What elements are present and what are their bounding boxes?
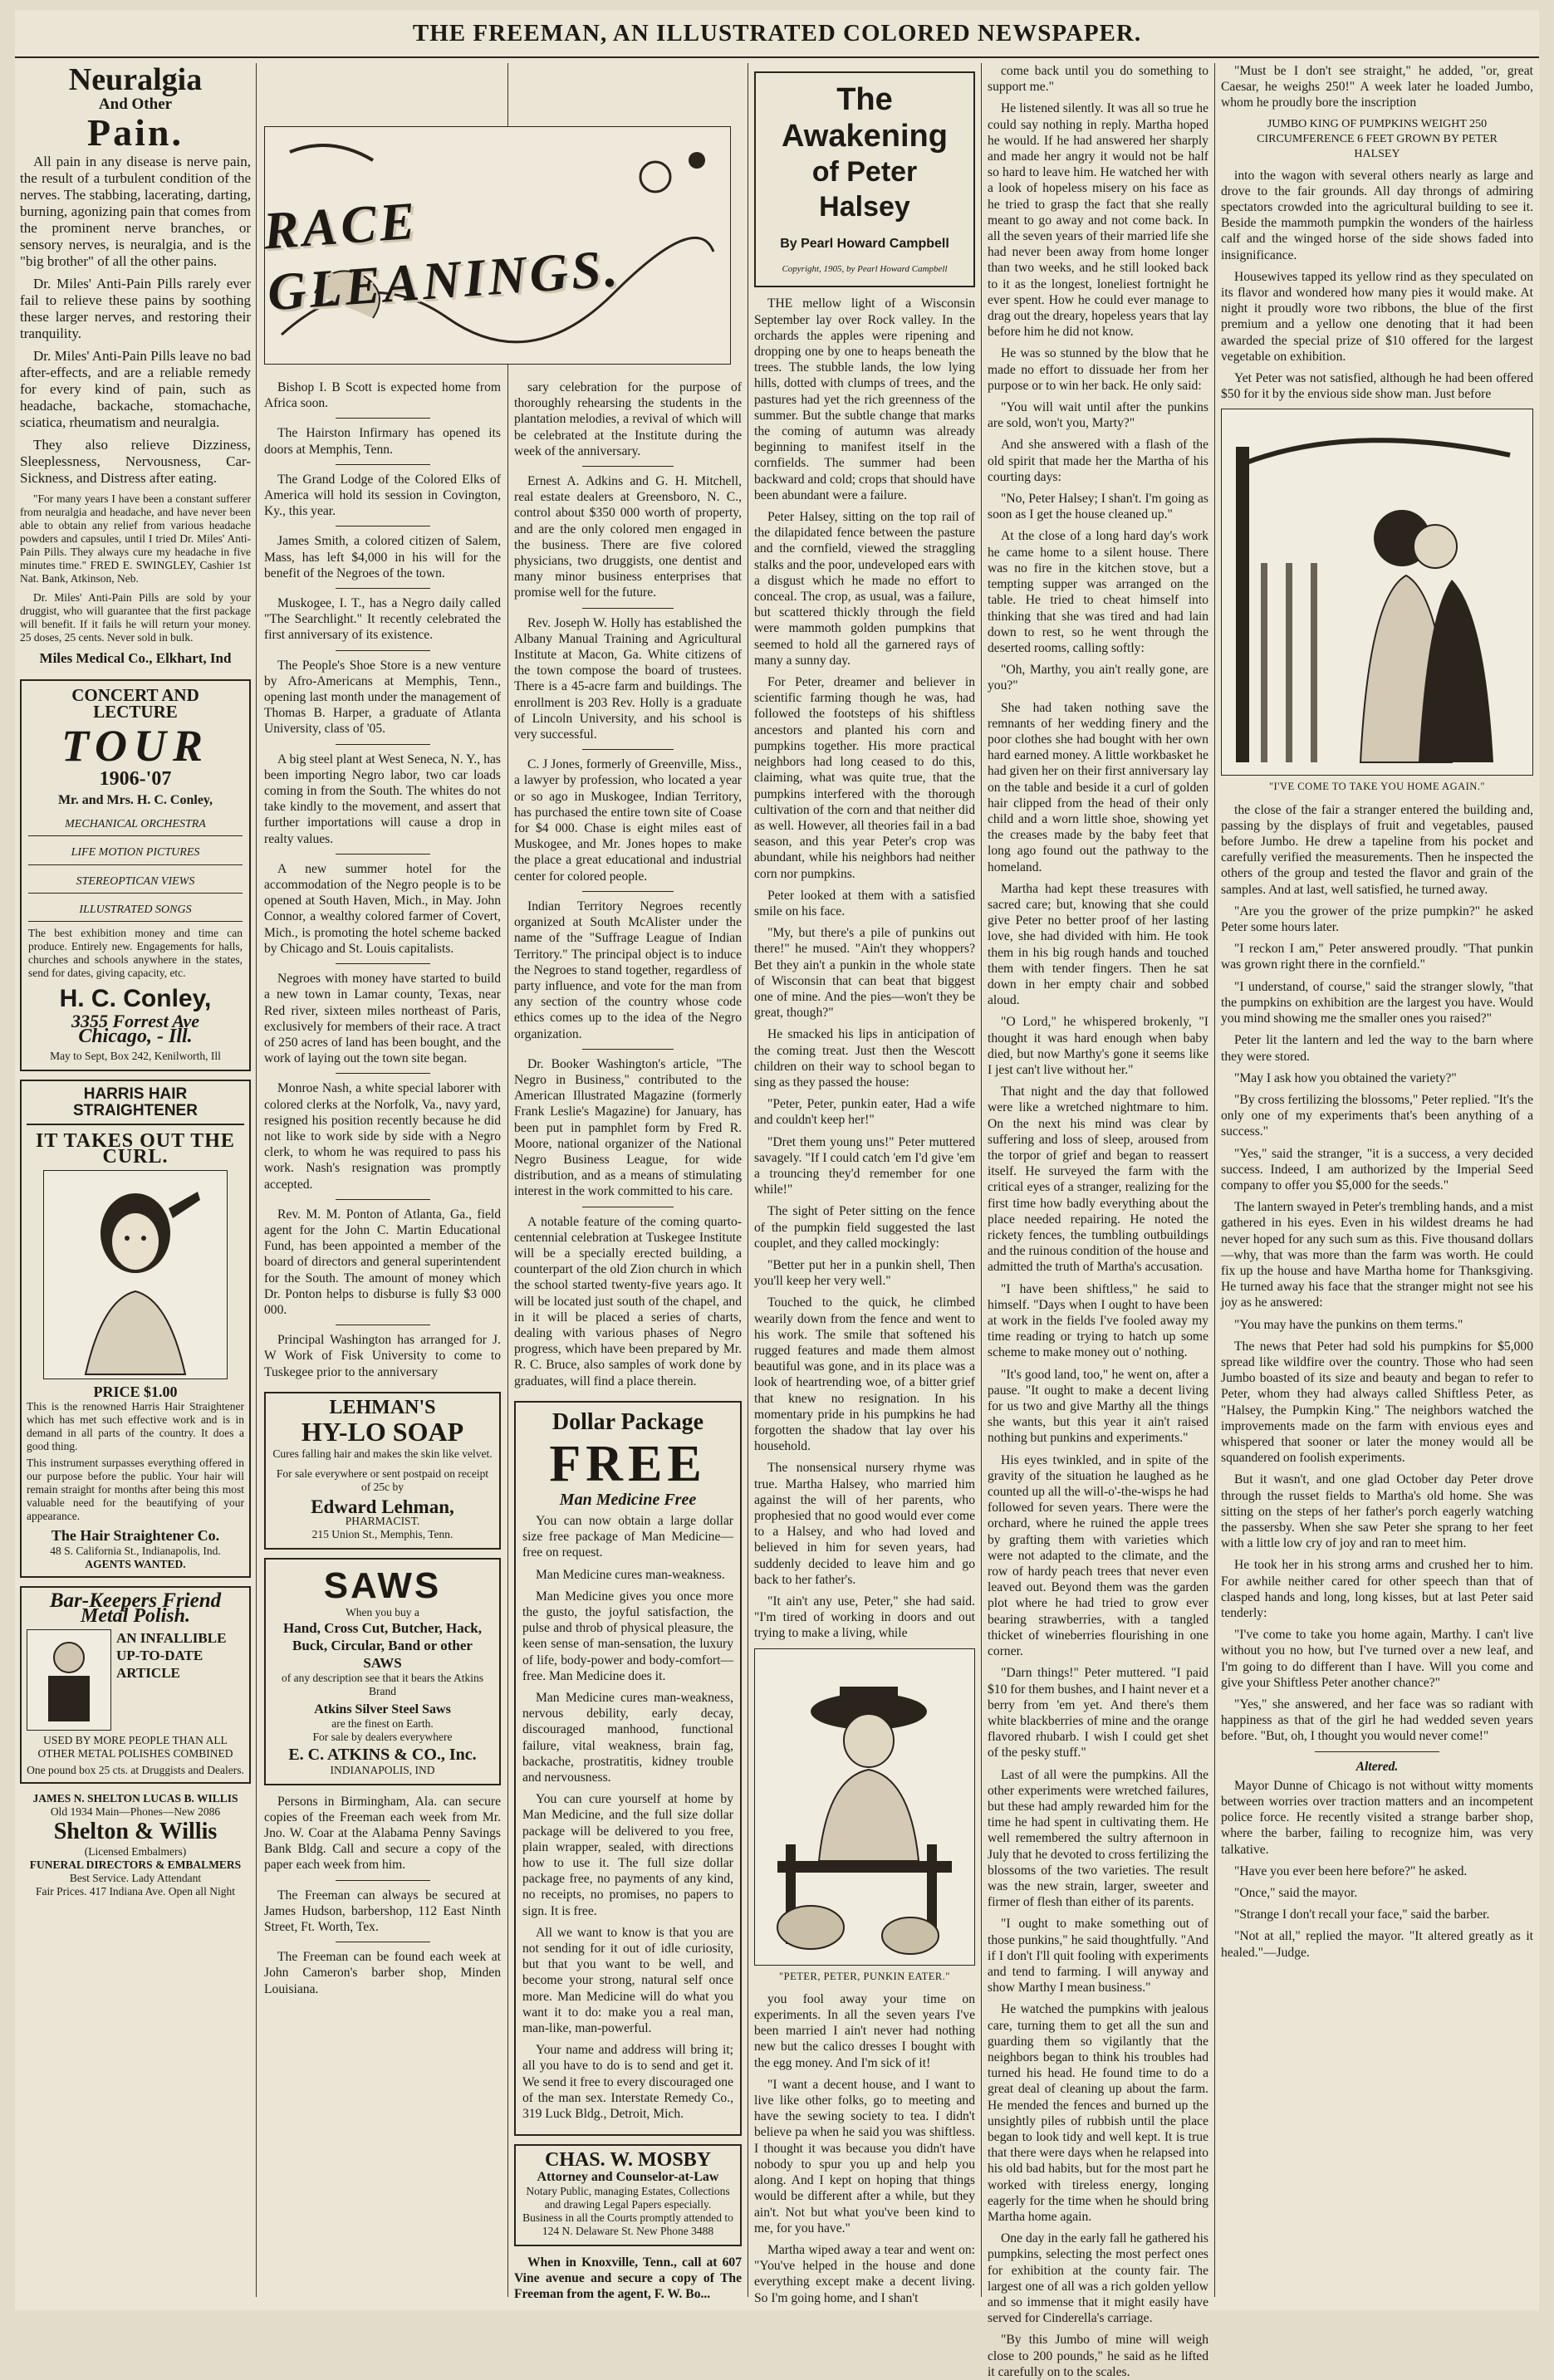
news-item: A notable feature of the coming quarto-centennial celebration at Tuskegee Institute will be a specially erected building, a counterpart of the old Zion church in which the school started twenty-five years ago. It will be located just south of the chapel, and in it will be placed a series of charts, dealing with various phases of Negro progress, which have been prepared by Mr. R. C. Bruce, also samples of work done by graduates, will find a place therein.: [514, 1214, 742, 1388]
ad-sale: For sale by dealers everywhere: [312, 1731, 453, 1744]
news-item: The Hairston Infirmary has opened its doors at Memphis, Tenn.: [264, 426, 501, 457]
ad-paragraph: Your name and address will bring it; all you have to do is to send and get it. We send it free to every discouraged one of the man sex. Interstate Remedy Co., 319 Luck Bldg., Detroit, Mich.: [522, 2043, 733, 2122]
ad-desc: Notary Public, managing Estates, Collections and drawing Legal Papers especially.: [526, 2184, 730, 2211]
pumpkin-inscription: JUMBO KING OF PUMPKINS WEIGHT 250 CIRCUMFERENCE 6 FEET GROWN BY PETER HALSEY: [1257, 117, 1498, 160]
bartender-illustration: [27, 1629, 111, 1731]
story-byline: By Pearl Howard Campbell: [780, 237, 949, 251]
divider: [336, 650, 430, 651]
couple-icon: [1228, 414, 1527, 771]
divider: [336, 464, 430, 465]
story-paragraph: Peter looked at them with a satisfied smile on his face.: [754, 888, 975, 918]
story-paragraph: The lantern swayed in Peter's trembling hands, and a mist gathered in his eyes. Even in his wildest dreams he had never hoped for any such sum as this. Five thousand dollars—why, that was more than the farm was worth. He could fix up the house and have Martha home for Thanksgiving. He turned away his face that the stranger might not see his joy as he answered:: [1221, 1200, 1533, 1310]
couple-illustration: [1221, 409, 1533, 776]
column-4: [754, 63, 975, 2305]
story-paragraph: "Yes," said the stranger, "it is a success, a very decided success. Indeed, I am authorized by the Imperial Seed company to offer you $5,000 for the seeds.": [1221, 1146, 1533, 1192]
ad-names: JAMES N. SHELTON LUCAS B. WILLIS: [32, 1792, 238, 1805]
story-paragraph: Housewives tapped its yellow rind as they speculated on its flavor and wondered how many pies it would make. At night it proudly wore two ribbons, the blue of the first premium and a yellow one denoting that it had been awarded the special prize of $10 offered for the largest vegetable on exhibition.: [1221, 269, 1533, 364]
ad-season: May to Sept, Box 242, Kenilworth, Ill: [50, 1050, 221, 1063]
illustration-caption: "I'VE COME TO TAKE YOU HOME AGAIN.": [1268, 781, 1486, 793]
story-paragraph: "Yes," she answered, and her face was so radiant with happiness as that of the girl he had wedded seven years before. "But, oh, I thought you would never come!": [1221, 1697, 1533, 1744]
story-paragraph: "Must be I don't see straight," he added, "or, great Caesar, he weighs 250!" A week later he loaded Jumbo, whom he proudly bore the inscription: [1221, 64, 1533, 110]
story-paragraph: And she answered with a flash of the old spirit that made her the Martha of his courting days:: [988, 438, 1208, 484]
ad-title: LEHMAN'S: [329, 1396, 436, 1418]
divider: [336, 854, 430, 855]
story-paragraph: "It's good land, too," he went on, after a pause. "It ought to make a decent living for us two and give Marthy all the things she wants, but this year it ain't raised nothing but punkins and experiments.": [988, 1367, 1208, 1446]
harris-ad: [20, 1080, 251, 1577]
ad-line: CONCERT AND LECTURE: [71, 685, 199, 722]
ad-company: E. C. ATKINS & CO., Inc.: [288, 1746, 477, 1765]
ad-price: PRICE $1.00: [93, 1383, 178, 1401]
story-paragraph: His eyes twinkled, and in spite of the gravity of the situation he laughed as he counted up all the will-o'-the-wisps he had followed for seven years. There were the orchard, where he ruined the apple trees by grafting them with varieties which were not adapted to the climate, and the row of hardy peach trees that never even leaved out. Beyond them was the garden plot where he had tried to grow ever bearing strawberries, with a tangled thicket of wineberries flourishing in one corner.: [988, 1452, 1208, 1659]
bartender-icon: [27, 1634, 110, 1726]
story-paragraphs: [754, 296, 975, 1641]
ad-slogan: AN INFALLIBLE UP-TO-DATE ARTICLE: [116, 1630, 227, 1682]
ad-title: SAWS: [323, 1565, 442, 1607]
section-title: Altered.: [1355, 1759, 1399, 1774]
story-title-box: [754, 71, 975, 287]
ad-service: Best Service. Lady Attendant: [69, 1872, 202, 1885]
ad-paragraph: Man Medicine cures man-weakness, nervous debility, early decay, discouraged manhood, functional failure, vital weakness, brain fag, backache, prostratitis, kidney trouble and nervousness.: [522, 1691, 733, 1785]
ad-line: Mr. and Mrs. H. C. Conley,: [57, 793, 213, 808]
divider: [336, 1199, 430, 1200]
story-paragraph: into the wagon with several others nearly as large and drove to the fair grounds. All day throngs of admiring spectators crowded into the agricultural building to see it. Beside the mammoth pumpkin the wonders of the hairless calf and the winged horse of the side shows faded into insignificance.: [1221, 168, 1533, 262]
column-2: [264, 380, 501, 2298]
story-paragraph: "Peter, Peter, punkin eater, Had a wife and couldn't keep her!": [754, 1097, 975, 1128]
altered-paragraph: "Strange I don't recall your face," said the barber.: [1234, 1907, 1490, 1922]
story-paragraph: "Are you the grower of the prize pumpkin?" he asked Peter some hours later.: [1221, 904, 1533, 935]
banner-title: RACE GLEANINGS.: [261, 190, 623, 321]
story-paragraph: Martha had kept these treasures with sacred care; but, knowing that she could give Peter no better proof of her lasting love, she had divided with him. He took them in his big rough hands and touched them with tender fingers. Then he sat down in her empty chair and sobbed aloud.: [988, 881, 1208, 1008]
altered-paragraph: "Have you ever been here before?" he asked.: [1234, 1863, 1468, 1878]
ad-city: INDIANAPOLIS, IND: [330, 1763, 435, 1776]
ad-paragraph: Dr. Miles' Anti-Pain Pills leave no bad after-effects, and are a reliable remedy for every kind of pain, such as headache, backache, stomachache, sciatica, rheumatism and neuralgia.: [20, 348, 251, 431]
ad-title: Shelton & Willis: [53, 1819, 218, 1845]
story-paragraph: Peter Halsey, sitting on the top rail of the dilapidated fence between the pasture and the cornfield, viewed the straggling stalks and the poor, undeveloped ears with a disgust which he made no effort to conceal. The crop, as usual, was a failure, but scattered thickly through the field were mammoth golden pumpkins that seemed to hold all the garnered rays of many a sunny day.: [754, 510, 975, 668]
news-item: Negroes with money have started to build a new town in Lamar county, Texas, near Red river, sixteen miles northeast of Paris, exclusively for members of their race. A tract of 250 acres of land has been bought, and the work of laying out the town site began.: [264, 972, 501, 1066]
story-title: The Awakening: [782, 82, 948, 154]
story-paragraph: "I want a decent house, and I want to live like other folks, go to meeting and have the sewing society to tea. I didn't believe pa when he said you was shiftless. I thought it was because you didn't have nobody to spur you up and help you along. And I kept on hoping that things would be different after a while, but they ain't. Not but what you've been kind to me, for you have.": [754, 2077, 975, 2236]
story-paragraph: For Peter, dreamer and believer in scientific farming though he was, had followed the footsteps of his shiftless ancestors and planted his corn and pumpkins together. His more practical neighbors had long ceased to do this, claiming, what was quite true, that the pumpkins interfered with the thorough cultivation of the corn and that neither did as well. However, all theories fail in a bad season, and this year Peter's crop was abundant, while his neighbors had neither corn nor pumpkins.: [754, 675, 975, 881]
race-gleanings-list: [264, 380, 501, 1380]
column-rule: [256, 63, 257, 2297]
story-paragraph: Last of all were the pumpkins. All the other experiments were wretched failures, but these had amply rewarded him for the time he had spent in cultivating them. He well remembered the sultry afternoon in July that he devoted to cross fertilizing the blossoms of the two varieties. The result was the new strain, larger, sweeter and firmer of flesh than either of its parents.: [988, 1767, 1208, 1910]
ad-line: LIFE MOTION PICTURES: [28, 836, 243, 864]
news-item: A new summer hotel for the accommodation of the Negro people is to be opened at South Haven, Mich., in May. John Connor, a wealthy colored farmer of Covert, Mich., is promoting the hotel scheme backed by Chicago and St. Louis capitalists.: [264, 861, 501, 956]
news-item: sary celebration for the purpose of thoroughly rehearsing the students in the plantation melodies, a revival of which will be celebrated at the Institute during the week of the anniversary.: [514, 380, 742, 458]
ad-desc: Cures falling hair and makes the skin like velvet.: [272, 1447, 493, 1460]
ad-desc: The best exhibition money and time can produce. Entirely new. Engagements for halls, churches and schools anywhere in the states, send for dates, giving capacity, etc.: [28, 927, 243, 980]
divider: [336, 588, 430, 589]
race-gleanings-banner: [261, 126, 731, 365]
lehman-ad: [264, 1392, 501, 1550]
story-paragraph: Martha wiped away a tear and went on: "You've helped in the house and done everything except make a decent living. So I'm going home, and I shan't: [754, 2242, 975, 2305]
ad-title: TOUR: [61, 720, 210, 771]
ad-title: Pain.: [87, 111, 184, 154]
ad-title: Bar-Keepers Friend: [49, 1589, 222, 1612]
story-paragraph: "I understand, of course," said the stranger slowly, "that the pumpkins on exhibition are the largest you have. Would you mind showing me the smaller ones you raised?": [1221, 979, 1533, 1026]
ad-company: The Hair Straightener Co.: [51, 1527, 220, 1545]
ad-kinds: Hand, Cross Cut, Butcher, Hack, Buck, Circular, Band or other SAWS: [283, 1620, 482, 1672]
story-paragraph: come back until you do something to support me.": [988, 64, 1208, 95]
ad-paragraph: Man Medicine cures man-weakness.: [536, 1567, 725, 1582]
column-6: [1221, 63, 1533, 2297]
saws-ad: [264, 1558, 501, 1785]
ad-finest: are the finest on Earth.: [331, 1717, 434, 1731]
ad-agents: AGENTS WANTED.: [85, 1557, 186, 1570]
news-item: C. J Jones, formerly of Greenville, Miss., a lawyer by profession, who located a year or so ago in Muskogee, Indian Territory, has purchased the entire town site of Coase for $4 000. Chase is eight miles east of Muskogee, and Mr. Jones hopes to make the place a great educational and industrial center for colored people.: [514, 757, 742, 884]
divider: [336, 744, 430, 745]
woman-icon: [52, 1175, 218, 1374]
altered-paragraph: "Once," said the mayor.: [1234, 1886, 1358, 1901]
story-paragraph: "May I ask how you obtained the variety?": [1234, 1070, 1457, 1085]
story-paragraph: "Oh, Marthy, you ain't really gone, are you?": [988, 663, 1208, 693]
story-paragraphs: [1221, 802, 1533, 1745]
ad-subtitle: And Other: [98, 95, 173, 113]
story-paragraph: One day in the early fall he gathered his pumpkins, selecting the most perfect ones for exhibition at the county fair. The largest one of all was a rich golden yellow and so immense that it might easily have served for Cinderella's carriage.: [988, 2231, 1208, 2326]
masthead: THE FREEMAN, AN ILLUSTRATED COLORED NEWSPAPER.: [15, 10, 1539, 58]
divider: [582, 1049, 674, 1050]
story-paragraph: He took her in his strong arms and crushed her to him. For awhile neither cared for other speech than that of clasped hands and long, long kisses, but at last Peter said tenderly:: [1221, 1558, 1533, 1620]
story-paragraph: "No, Peter Halsey; I shan't. I'm going as soon as I get the house cleaned up.": [988, 492, 1208, 522]
ad-city: Chicago, - Ill.: [78, 1026, 193, 1048]
story-paragraph: She had taken nothing save the remnants of her wedding finery and the poor clothes she had bought with her own hard earned money. A little workbasket he had given her on their first anniversary lay on the table and beside it a curl of golden hair clipped from the head of their only child and a worn little shoe, showing yet the creases made by the baby feet that long ago found out the pathway to the homeland.: [988, 700, 1208, 874]
story-paragraph: The nonsensical nursery rhyme was true. Martha Halsey, who married him against the will of her parents, who prophesied that no good would ever come to a Halsey, and who had loved and believed in him for seven years, had suddenly decided to leave him and go back to her father's.: [754, 1461, 975, 1587]
story-paragraph: "By this Jumbo of mine will weigh close to 200 pounds," he said as he lifted it carefully on to the scales.: [988, 2333, 1208, 2379]
story-paragraph: The sight of Peter sitting on the fence of the pumpkin field suggested the last couplet, and they called mockingly:: [754, 1204, 975, 1251]
column-rule: [981, 63, 982, 2297]
ad-paragraph: Man Medicine gives you once more the gusto, the joyful satisfaction, the pulse and throb of physical pleasure, the keen sense of man-sensation, the luxury of life, body-power and body-comfort—free. Man Medicine does it.: [522, 1589, 733, 1683]
shelton-ad: [20, 1792, 251, 1898]
story-paragraph: "I reckon I am," Peter answered proudly. "That punkin was grown right there in the cornfield.": [1221, 942, 1533, 972]
ad-sale: For sale everywhere or sent postpaid on receipt of 25c by: [276, 1467, 489, 1493]
concert-ad: [20, 679, 251, 1071]
divider: [1315, 1751, 1439, 1752]
divider: [336, 1073, 430, 1074]
divider: [582, 749, 674, 750]
column-rule: [1214, 63, 1215, 2297]
story-paragraph: "I've come to take you home again, Marthy. I can't live without you no how, but I've turned over a new leaf, and I'm going to do different than I have. Will you come and give your Shiftless Peter another chance?": [1221, 1628, 1533, 1690]
story-title: of Peter Halsey: [811, 156, 918, 223]
story-copyright: Copyright, 1905, by Pearl Howard Campbell: [782, 264, 948, 275]
ad-address: 48 S. California St., Indianapolis, Ind.: [50, 1544, 221, 1557]
ad-address: 124 N. Delaware St. New Phone 3488: [542, 2224, 714, 2237]
ad-licensed: (Licensed Embalmers): [84, 1845, 187, 1858]
ad-name: CHAS. W. MOSBY: [544, 2149, 712, 2172]
ad-paragraph: Dr. Miles' Anti-Pain Pills rarely ever fail to relieve these pains by soothing these larger nerves, and restoring their tranquility.: [20, 276, 251, 342]
story-paragraph: But it wasn't, and one glad October day Peter drove through the russet fields to Martha's old home. She was sitting on the steps of her father's porch eagerly watching the passersby. When she saw Peter she sprang to her feet with a little low cry of joy and ran to meet him.: [1221, 1472, 1533, 1551]
column-1: [20, 63, 251, 2297]
story-paragraph: THE mellow light of a Wisconsin September lay over Rock valley. In the orchards the apples were ripening and dropping one by one to heaps beneath the trees. The stubble lands, the low lying hills, dotted with clumps of trees, and the pastures had yet the rich greenness of the summer. But the subtle change that marks the coming of autumn was already beginning to manifest itself in the cornfields. The summer had been backward and cold; crops that should have been abundant were a failure.: [754, 296, 975, 502]
story-paragraph: "I ought to make something out of those punkins," he said thoughtfully. "And if I don't I'll quit fooling with experiments and tend to farming. I will anyway and show Marthy I mean business.": [988, 1917, 1208, 1996]
story-paragraph: Peter lit the lantern and led the way to the barn where they were stored.: [1221, 1033, 1533, 1064]
news-item: Muskogee, I. T., has a Negro daily called "The Searchlight." It recently celebrated the first anniversary of its existence.: [264, 596, 501, 643]
news-item: Rev. M. M. Ponton of Atlanta, Ga., field agent for the John C. Martin Educational Fund, has been appointed a member of the board of directors and general superintendent for the South. The amount of money which Dr. Ponton helps to disburse is fully $3 000 000.: [264, 1207, 501, 1317]
news-items: [514, 380, 742, 1389]
story-paragraph: "Darn things!" Peter muttered. "I paid $10 for them bushes, and I haint never et a berry from 'em yet. And there's them white blackberries of mine and the orange flavored rhubarb. I wish I could get shet of the pesky stuff.": [988, 1666, 1208, 1761]
story-paragraph: "By cross fertilizing the blossoms," Peter replied. "It's the only one of my experiments that's been anything of a success.": [1221, 1092, 1533, 1139]
ad-price: One pound box 25 cts. at Druggists and Dealers.: [27, 1764, 244, 1777]
story-paragraph: "It ain't any use, Peter," she had said. "I'm tired of working in doors and out trying to make a living, while: [754, 1594, 975, 1641]
ad-company: Miles Medical Co., Elkhart, Ind: [39, 650, 232, 667]
story-paragraph: He smacked his lips in anticipation of the coming treat. Just then the Wescott children on their way to school began to sing as they passed the house:: [754, 1027, 975, 1090]
ad-title: Attorney and Counselor-at-Law: [537, 2169, 719, 2184]
ad-line: ILLUSTRATED SONGS: [28, 894, 243, 922]
divider: [336, 963, 430, 964]
ad-line: MECHANICAL ORCHESTRA: [28, 813, 243, 836]
divider: [582, 608, 674, 609]
story-paragraph: the close of the fair a stranger entered the building and, passing by the displays of fruit and vegetables, paused before Jumbo. He drew a tapeline from his pocket and carefully verified the measurements. Then he inspected the others of the group and tested the flavor and grain of the samples. And at last, well satisfied, he turned away.: [1221, 802, 1533, 897]
ad-subtitle: Man Medicine Free: [559, 1490, 697, 1509]
news-item: Dr. Booker Washington's article, "The Negro in Business," contributed to the American Illustrated Magazine (formerly Frank Leslie's Magazine) for January, has been put in pamphlet form by Fred R. Moore, national organizer of the National Negro Business League, for wide distribution, and as a means of stimulating interest in the work committed to his care.: [514, 1056, 742, 1199]
ad-address: 3355 Forrest Ave: [71, 1011, 199, 1032]
news-item: Bishop I. B Scott is expected home from Africa soon.: [264, 380, 501, 411]
story-paragraph: "You will wait until after the punkins are sold, won't you, Marty?": [988, 400, 1208, 431]
story-paragraphs: [754, 1991, 975, 2306]
story-paragraph: Touched to the quick, he climbed wearily down from the fence and went to his work. The smile that softened his rugged features and made them almost beautiful was gone, and in its place was a look of heartrending woe, of a bitter grief that knew no resignation. In his momentary pride in his pumpkins he had forgotten the shadow that lay over his household.: [754, 1295, 975, 1454]
ad-title: HY-LO SOAP: [301, 1416, 464, 1447]
knoxville-notice: When in Knoxville, Tenn., call at 607 Vine avenue and secure a copy of The Freeman from the agent, F. W. Bo...: [514, 2255, 742, 2302]
divider: [336, 1880, 430, 1881]
news-item: The Grand Lodge of the Colored Elks of America will hold its session in Covington, Ky., this year.: [264, 472, 501, 519]
ad-title: Neuralgia: [68, 62, 203, 97]
ad-desc: This instrument surpasses everything offered in our purpose before the public. Your hair will remain straight for months after being this most valuable need for the beautifying of your appearance.: [27, 1457, 244, 1523]
peter-illustration: [754, 1648, 975, 1966]
news-item: Monroe Nash, a white special laborer with colored clerks at the Norfolk, Va., navy yard, resigned his position recently because he did not like to work side by side with a Negro clerk, to whom he was required to pass his work. Nash's resignation was promptly accepted.: [264, 1081, 501, 1192]
ad-paragraph: They also relieve Dizziness, Sleeplessness, Nervousness, Car-Sickness, and Distress after eating.: [20, 437, 251, 487]
story-paragraph: "O Lord," he whispered brokenly, "I thought it was hard enough when baby died, but now Marthy's gone it seems like I jest can't live without her.": [988, 1015, 1208, 1077]
news-item: Indian Territory Negroes recently organized at South McAlister under the name of the "Suffrage League of Indian Territory." The principal object is to induce the Negroes to stand together, regardless of party influence, and vote for the man from any section of the country whose code ethics comes up to the idea of the Negro organization.: [514, 899, 742, 1041]
ad-line: When you buy a: [346, 1606, 419, 1619]
ad-used: USED BY MORE PEOPLE THAN ALL OTHER METAL POLISHES COMBINED: [37, 1734, 233, 1761]
ad-guarantee: Dr. Miles' Anti-Pain Pills are sold by your druggist, who will guarantee that the first package will benefit. If it fails he will return your money. 25 doses, 25 cents. Never sold in bulk.: [20, 591, 251, 644]
story-paragraph: "I have been shiftless," he said to himself. "Days when I ought to have been at work in the fields I've fooled away my time reading or trying to hatch up some scheme to make money out o' nothing.: [988, 1281, 1208, 1360]
column-5: [988, 63, 1208, 2379]
ad-slogan: IT TAKES OUT THE CURL.: [36, 1129, 235, 1168]
ad-desc: This is the renowned Harris Hair Straightener which has met such effective work and is in demand in all parts of the country. It does a good thing.: [27, 1400, 244, 1453]
story-paragraph: At the close of a long hard day's work he came home to a silent house. There was no fire in the kitchen stove, but a tempting supper was arranged on the table. He tried to cheat himself into thinking that she was tired and had lain down to rest, so he went through the deserted rooms, calling softly:: [988, 529, 1208, 655]
ad-title: HARRIS HAIR STRAIGHTENER: [27, 1086, 244, 1124]
newspaper-page: [15, 10, 1539, 2379]
story-paragraph: Yet Peter was not satisfied, although he had been offered $50 for it by the envious side show man. Just before: [1221, 371, 1533, 402]
column-3: [514, 380, 742, 2302]
story-paragraph: you fool away your time on experiments. In all the seven years I've been married I ain't never had nothing new but the calico dresses I bought with the egg money. And I'm sick of it!: [754, 1991, 975, 2070]
story-paragraph: He listened silently. It was all so true he could say nothing in reply. Martha hoped he would. If he had answered her sharply and made her angry it would not be half so hard to leave him. He watched her with a look of hopeless misery on his face as he tried to grasp the fact that she really meant to go away and not come back. In all the seven years of their married life she had never been away from home longer than two weeks, and he still looked back to it as the longest, loneliest fortnight he ever spent. How he could ever manage to drag out the dreary, hopeless years that lay before him he did not know.: [988, 101, 1208, 340]
ad-testimonial: "For many years I have been a constant sufferer from neuralgia and headache, and have never been able to obtain any relief from various headache powders and capsules, until I tried Dr. Miles' Anti-Pain Pills. They always cure my headache in five minutes time." FRED E. SWINGLEY, Cashier 1st Nat. Bank, Atkinson, Neb.: [20, 492, 251, 585]
ad-title: Metal Polish.: [80, 1604, 190, 1627]
agent-notice: The Freeman can be found each week at John Cameron's barber shop, Minden Louisiana.: [264, 1950, 501, 1996]
news-item: Ernest A. Adkins and G. H. Mitchell, real estate dealers at Greensboro, N. C., control about $350 000 worth of property, and are the only colored men engaged in the business. There are five colored physicians, two druggists, one dentist and many minor business enterprises that promise well for the future.: [514, 474, 742, 600]
ad-paragraph: You can now obtain a large dollar size free package of Man Medicine—free on request.: [522, 1513, 733, 1560]
divider: [336, 418, 430, 419]
story-paragraph: "My, but there's a pile of punkins out there!" he mused. "Ain't they whoppers? Bet they ain't a punkin in the whole state of Wisconsin that can beat that biggest one of mine. And the pies—won't they be great, though?": [754, 926, 975, 1021]
ad-phones: Old 1934 Main—Phones—New 2086: [50, 1805, 221, 1819]
story-paragraph: He watched the pumpkins with jealous care, turning them to get all the sun and guarding them so vigilantly that the neighbors began to think his troubles had turned his head. He found time to do a great deal of cleaning up about the farm. He mended the fences and burned up the unsightly piles of rubbish until the place began to look tidy and well kept. It is true that there were days when he relapsed into his old bad habits, but for the most part he worked with tireless energy, longing eagerly for the time when he should bring Martha home again.: [988, 2002, 1208, 2224]
ad-paragraph: All pain in any disease is nerve pain, the result of a turbulent condition of the nerves. The stabbing, lacerating, darting, burning, agonizing pain that comes from the prominent nerve branches, or sensory nerves, is neuralgia, and is the "big brother" of all the other pains.: [20, 154, 251, 270]
ad-desc: of any description see that it bears the Atkins Brand: [282, 1672, 483, 1698]
divider: [582, 466, 674, 467]
story-paragraph: That night and the day that followed were like a wretched nightmare to him. On the next his mind was clear by suffering and loss of sleep, aroused from the torpor of grief and began to reassert itself. He surveyed the farm with the critical eyes of a stranger, realizing for the first time how badly everything about the place needed repairing. He noted the rickety fences, the tumbling outbuildings and the ruinous condition of the house and admitted the truth of Martha's accusation.: [988, 1085, 1208, 1275]
news-item: The People's Shoe Store is a new venture by Afro-Americans at Memphis, Tenn., opening last month under the management of Thomas B. Harper, a graduate of Atlanta University, class of '05.: [264, 658, 501, 737]
ad-funeral: FUNERAL DIRECTORS & EMBALMERS: [29, 1858, 242, 1872]
news-item: James Smith, a colored citizen of Salem, Mass, has left $4,000 in his will for the benefit of the Negroes of the town.: [264, 534, 501, 580]
story-paragraph: "You may have the punkins on them terms.": [1234, 1317, 1463, 1332]
ad-title: FREE: [549, 1435, 707, 1492]
news-item: Principal Washington has arranged for J. W Work of Fisk University to come to Tuskegee prior to the anniversary: [264, 1333, 501, 1379]
barkeeper-ad: [20, 1586, 251, 1784]
ad-address: 215 Union St., Memphis, Tenn.: [311, 1528, 453, 1541]
woman-illustration: [43, 1170, 228, 1379]
column-rule: [507, 63, 508, 2297]
ad-prices: Fair Prices. 417 Indiana Ave. Open all Night: [35, 1885, 236, 1898]
agent-notice: Persons in Birmingham, Ala. can secure copies of the Freeman each week from Mr. Jno. W. Coar at the Alabama Penny Savings Bank Bldg. Call and secure a copy of the paper each week from him.: [264, 1794, 501, 1873]
ad-paragraph: All we want to know is that you are not sending for it out of idle curiosity, but that you want to be well, and become your strong, natural self once more. Man Medicine will do what you want it to do: make you a real man, man-like, man-powerful.: [522, 1925, 733, 2036]
neuralgia-ad: [20, 63, 251, 666]
story-paragraph: "Dret them young uns!" Peter muttered savagely. "If I could catch 'em I'd give 'em a trouncing they'd remember for one while!": [754, 1134, 975, 1197]
ad-name: Edward Lehman,: [311, 1496, 454, 1517]
story-paragraph: The news that Peter had sold his pumpkins for $5,000 spread like wildfire over the country. Those who had seen Jumbo boasted of its size and beauty and began to refer to Peter, whom they had always called Shiftless Peter, as "Halsey, the Pumpkin King." The neighbors watched the improvements made on the farm with envious eyes and whispered that sooner or later the money would all be squandered on foolish experiments.: [1221, 1339, 1533, 1466]
ad-years: 1906-'07: [99, 767, 172, 790]
news-item: Rev. Joseph W. Holly has established the Albany Manual Training and Agricultural Institute at Macon, Ga. White citizens of the town compose the board of trustees. There is a 45-acre farm and buildings. The enrollment is 203 Rev. Holly is a graduate of Lincoln University, and his school is very successful.: [514, 615, 742, 742]
ad-courts: Business in all the Courts promptly attended to: [522, 2211, 733, 2224]
story-paragraph: "Better put her in a punkin shell, Then you'll keep her very well.": [754, 1257, 975, 1289]
illustration-caption: "PETER, PETER, PUNKIN EATER.": [779, 1970, 950, 1982]
news-item: A big steel plant at West Seneca, N. Y., has been importing Negro labor, two car loads coming in from the South. The whites do not take kindly to the movement, and assert that further importations will cause a drop in realty values.: [264, 752, 501, 846]
dollar-package-ad: [514, 1401, 742, 2137]
divider: [582, 891, 674, 892]
altered-paragraphs: [1221, 1778, 1533, 1961]
ad-pharm: PHARMACIST.: [345, 1515, 420, 1528]
ad-line: STEREOPTICAN VIEWS: [28, 865, 243, 894]
farmer-icon: [761, 1653, 968, 1961]
freeman-agents-list: [264, 1794, 501, 1997]
mosby-ad: [514, 2144, 742, 2245]
ad-silver: Atkins Silver Steel Saws: [314, 1702, 451, 1717]
ad-paragraph: You can cure yourself at home by Man Medicine, and the full size dollar package will be delivered to you free, plain wrapper, sealed, with directions how to use it. The full size dollar package free, no payments of any kind, no receipts, no promises, no papers to sign. It is free.: [522, 1792, 733, 1918]
agent-notice: The Freeman can always be secured at James Hudson, barbershop, 112 East Ninth Street, Ft. Worth, Tex.: [264, 1888, 501, 1934]
altered-paragraph: "Not at all," replied the mayor. "It altered greatly as it healed."—Judge.: [1221, 1929, 1533, 1960]
story-paragraphs: [988, 63, 1208, 2380]
story-paragraph: He was so stunned by the blow that he made no effort to dissuade her from her purpose or to win her back. He only said:: [988, 346, 1208, 393]
altered-paragraph: Mayor Dunne of Chicago is not without witty moments between worries over traction matters and an incompetent police force. He recently visited a strange barber shop, where the barber, failing to recognize him, was very talkative.: [1221, 1778, 1533, 1857]
ad-title: Dollar Package: [551, 1408, 704, 1435]
ad-name: H. C. Conley,: [59, 985, 212, 1013]
